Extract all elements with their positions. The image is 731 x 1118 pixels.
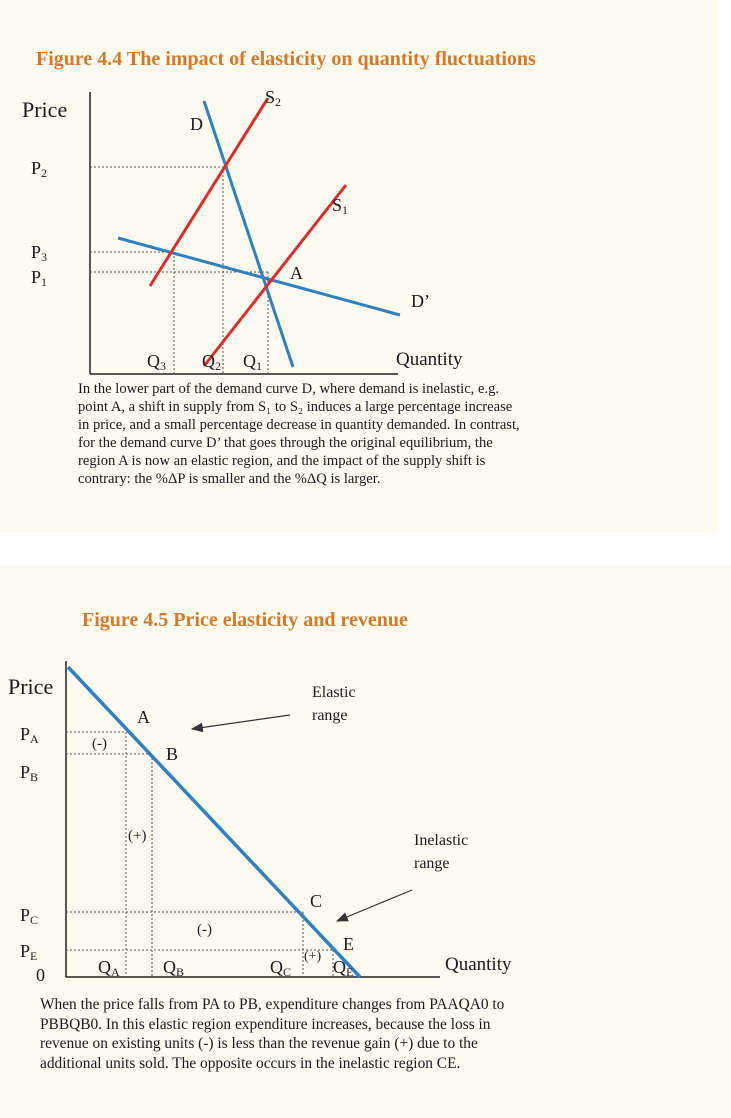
tick-p2: $P_2$ (31, 158, 48, 180)
figure-4-4-caption (78, 380, 520, 488)
figure-4-4-title: Figure 4.4 The impact of elasticity on quantity fluctuations (36, 48, 536, 70)
figure-4-4-panel (0, 0, 718, 532)
demand-curve-d-prime (118, 238, 400, 315)
tick-qb: $Q_B$ (163, 957, 185, 979)
inelastic-arrow (337, 890, 412, 921)
tick-p1: $P_1$ (31, 267, 48, 289)
caption-line: revenue on existing units (-) is less than the revenue gain (+) due to the (40, 1035, 478, 1052)
inelastic-label-range: range (414, 855, 450, 872)
area-gain-elastic: (+) (128, 828, 147, 844)
caption-line: When the price falls from PA to PB, expenditure changes from PAAQA0 to (40, 996, 505, 1013)
tick-zero: 0 (36, 965, 45, 985)
caption-line: PBBQB0. In this elastic region expenditure increases, because the loss in (40, 1015, 491, 1033)
label-s2: $S_2$ (265, 87, 282, 109)
tick-p3: $P_3$ (31, 242, 48, 264)
tick-pc: $P_C$ (20, 905, 39, 927)
point-label-a: A (137, 707, 150, 727)
point-label-e: E (343, 934, 354, 954)
tick-qc: $Q_C$ (270, 957, 292, 979)
guide-lines (66, 732, 333, 977)
demand-curve-d (204, 101, 293, 367)
area-loss-inelastic: (-) (197, 922, 212, 938)
figure-4-5-panel (0, 565, 731, 1118)
inelastic-label: Inelastic (414, 832, 469, 849)
area-gain-inelastic: (+) (304, 949, 322, 964)
supply-curve-s1 (204, 185, 349, 366)
label-d-prime: D’ (411, 291, 430, 311)
caption-line: additional units sold. The opposite occurs in the inelastic region CE. (40, 1054, 461, 1072)
figure-4-5-title: Figure 4.5 Price elasticity and revenue (82, 609, 408, 631)
point-label-b: B (166, 744, 179, 764)
caption-line: contrary: the %ΔP is smaller and the %ΔQ is larger. (78, 471, 381, 487)
point-label-c: C (310, 891, 323, 911)
caption-line: in price, and a small percentage decrease in quantity demanded. In contrast, (78, 417, 520, 433)
tick-q1: $Q_1$ (243, 351, 262, 373)
tick-pb: $P_B$ (20, 762, 39, 784)
tick-qe: $Q_E$ (333, 957, 354, 979)
elastic-label-range: range (312, 707, 348, 724)
caption-line: In the lower part of the demand curve D, where demand is inelastic, e.g. (78, 381, 500, 397)
elastic-arrow (192, 715, 290, 729)
label-d: D (190, 114, 203, 134)
tick-q3: $Q_3$ (147, 351, 166, 373)
supply-curve-s2 (150, 98, 268, 286)
tick-pa: $P_A$ (20, 724, 39, 746)
x-axis-label: Quantity (445, 954, 512, 975)
label-s1: $S_1$ (332, 195, 349, 217)
tick-qa: $Q_A$ (98, 957, 120, 979)
tick-pe: $P_E$ (20, 941, 38, 963)
caption-line: point A, a shift in supply from S₁ to S₂ induces a large percentage increase (78, 399, 513, 415)
label-a: A (290, 263, 303, 283)
tick-q2: $Q_2$ (202, 351, 221, 373)
y-axis-label: Price (8, 674, 54, 699)
caption-line: for the demand curve D’ that goes through the original equilibrium, the (78, 435, 493, 451)
figure-4-5-caption (40, 995, 504, 1073)
caption-line: region A is now an elastic region, and the impact of the supply shift is (78, 453, 486, 469)
x-axis-label: Quantity (396, 349, 463, 370)
y-axis-label: Price (22, 97, 68, 122)
area-loss-elastic: (-) (92, 736, 107, 752)
elastic-label: Elastic (312, 684, 356, 701)
